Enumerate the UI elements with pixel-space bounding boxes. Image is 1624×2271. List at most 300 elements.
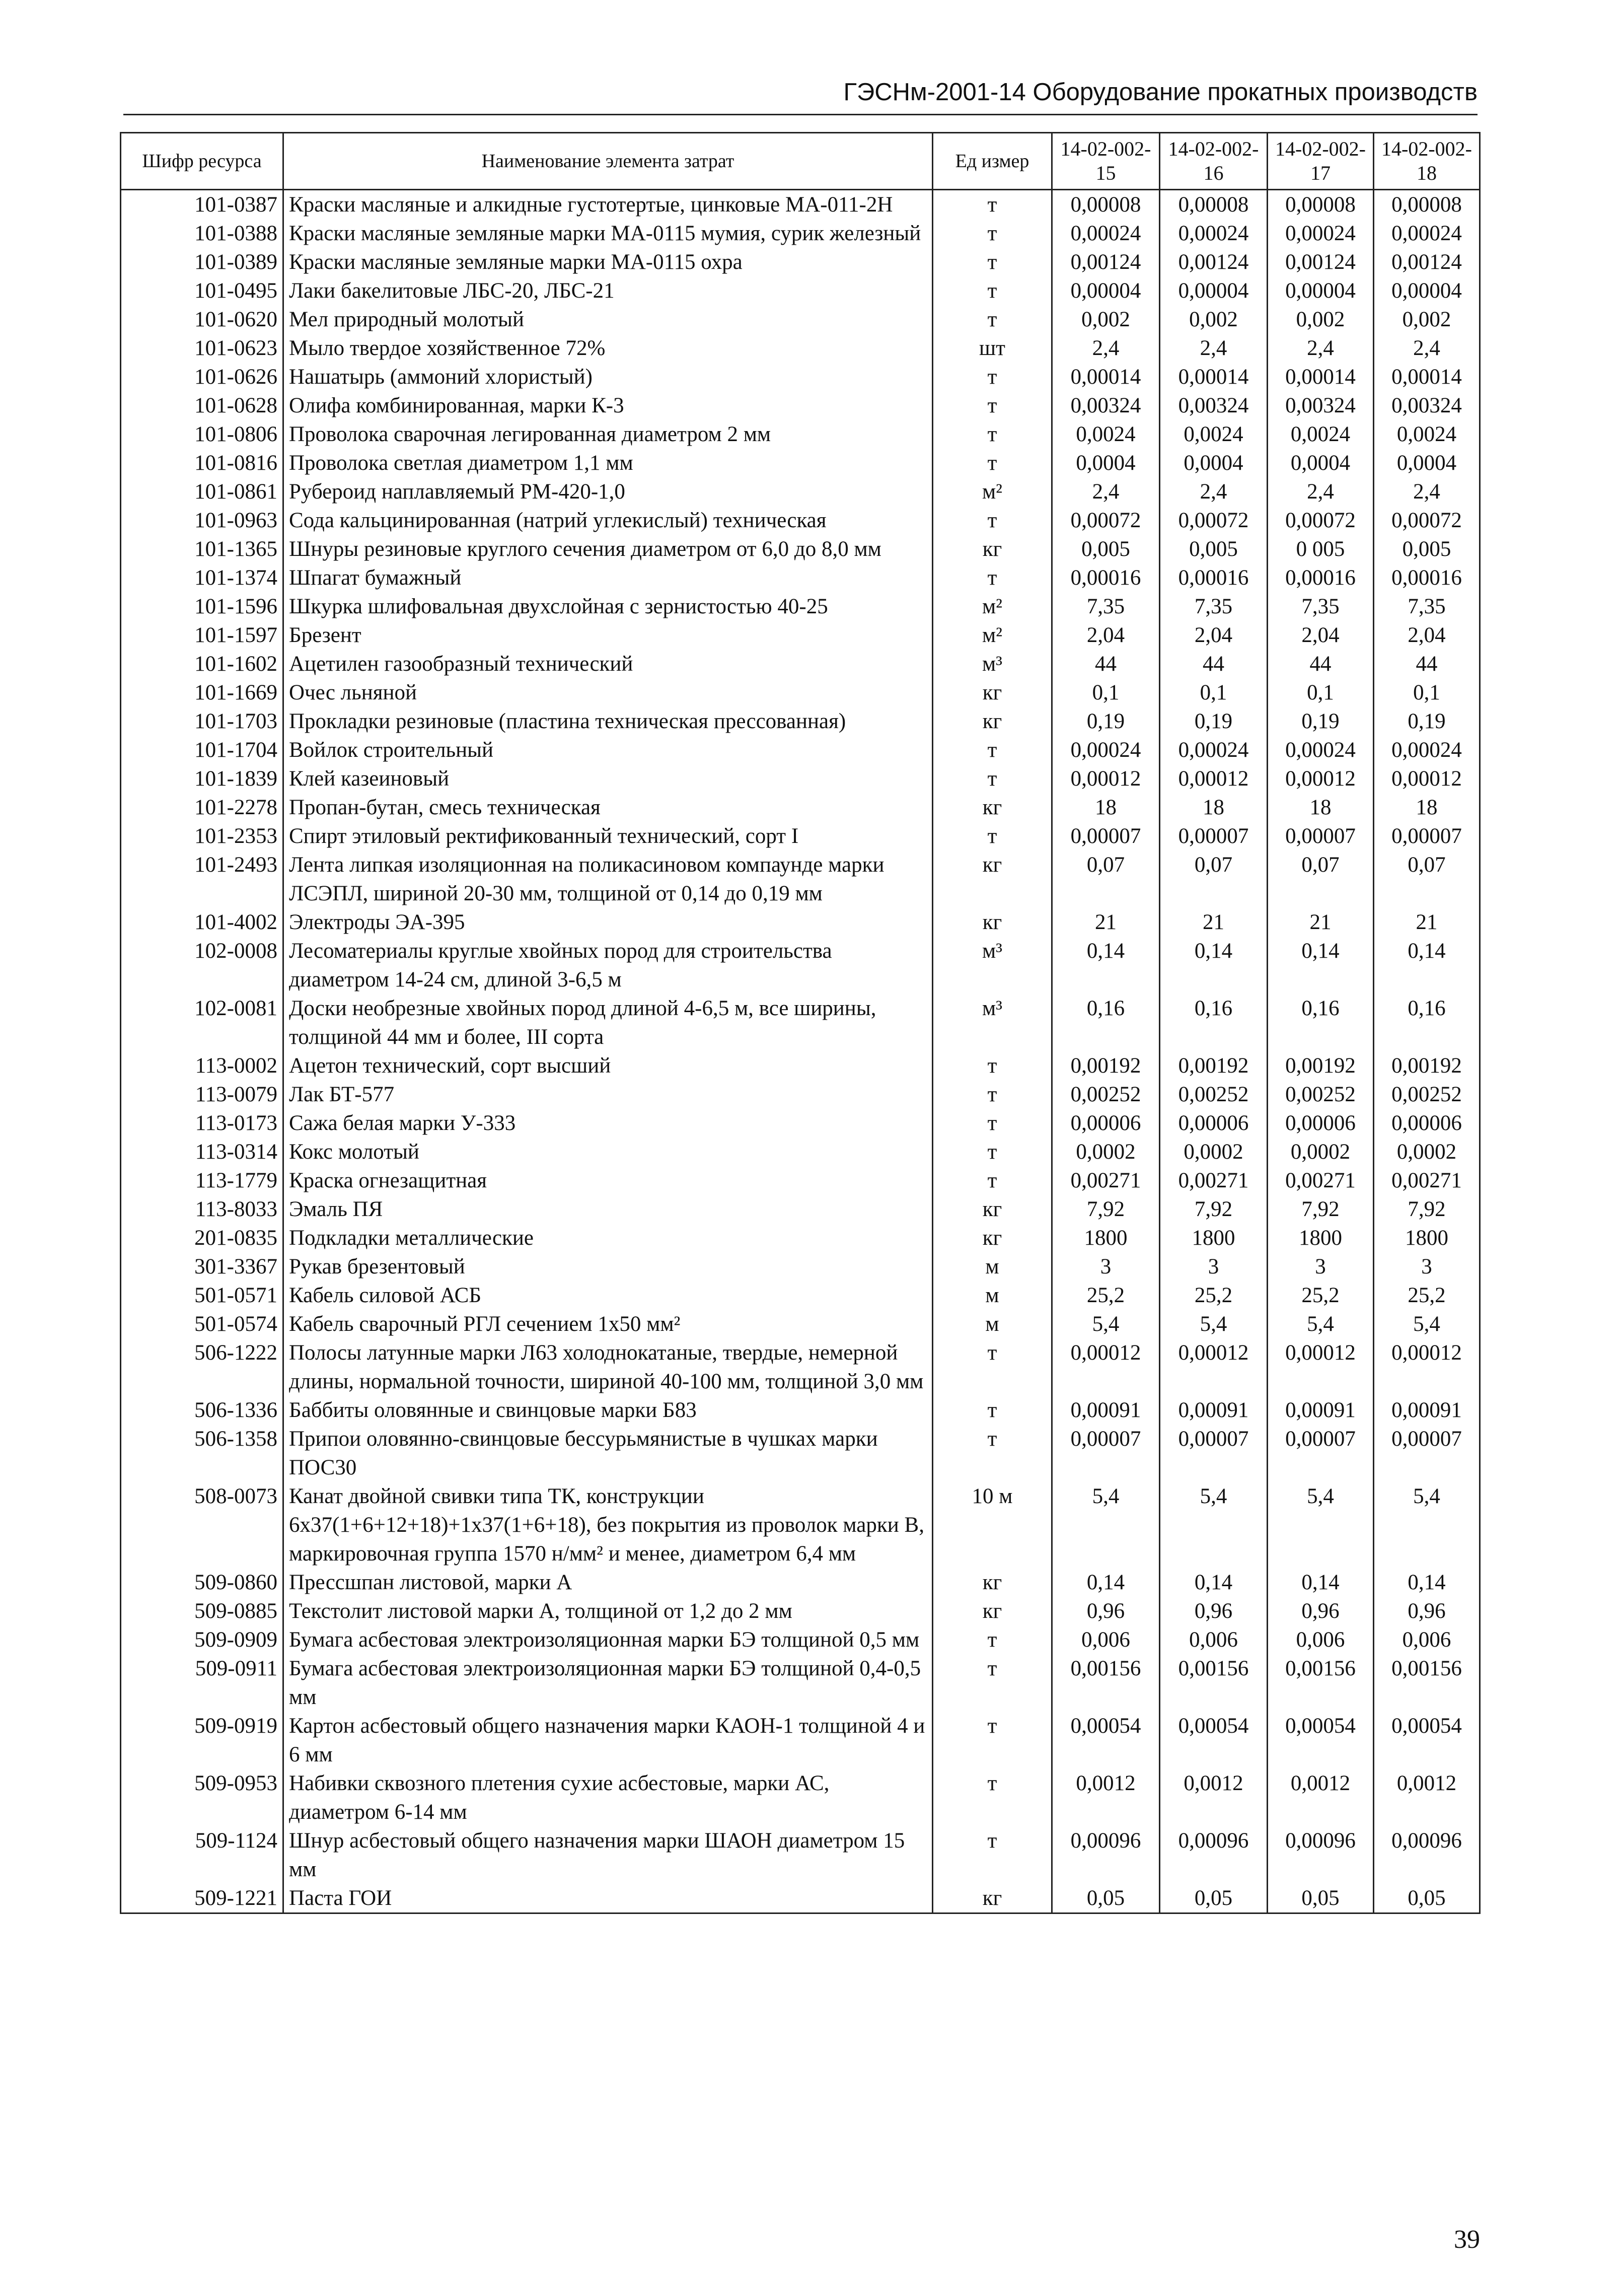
- value-14-02-002-17: 44: [1268, 650, 1374, 678]
- resource-name: Краска огнезащитная: [283, 1166, 933, 1195]
- table-row: [121, 1109, 1480, 1138]
- value-14-02-002-17: 0,00007: [1268, 822, 1374, 850]
- resource-code: 101-0620: [121, 305, 283, 334]
- value-14-02-002-18: 0,00014: [1374, 363, 1480, 391]
- value-14-02-002-16: 21: [1160, 908, 1268, 937]
- value-14-02-002-16: 0,00007: [1160, 822, 1268, 850]
- value-14-02-002-16: 0,00192: [1160, 1051, 1268, 1080]
- value-14-02-002-15: 44: [1052, 650, 1160, 678]
- value-14-02-002-18: 0,00324: [1374, 391, 1480, 420]
- value-14-02-002-16: 7,92: [1160, 1195, 1268, 1224]
- value-14-02-002-18: 0,14: [1374, 937, 1480, 994]
- table-row: [121, 1338, 1480, 1396]
- resource-code: 501-0574: [121, 1310, 283, 1338]
- value-14-02-002-17: 2,4: [1268, 477, 1374, 506]
- unit-of-measure: м: [933, 1310, 1052, 1338]
- unit-of-measure: т: [933, 420, 1052, 449]
- value-14-02-002-17: 2,04: [1268, 621, 1374, 650]
- table-row: [121, 621, 1480, 650]
- value-14-02-002-16: 0,14: [1160, 1568, 1268, 1597]
- value-14-02-002-18: 2,04: [1374, 621, 1480, 650]
- unit-of-measure: т: [933, 190, 1052, 220]
- unit-of-measure: т: [933, 822, 1052, 850]
- resource-code: 509-0911: [121, 1654, 283, 1712]
- table-row: [121, 305, 1480, 334]
- unit-of-measure: м²: [933, 592, 1052, 621]
- table-row: [121, 276, 1480, 305]
- resource-name: Бумага асбестовая электроизоляционная марки БЭ толщиной 0,5 мм: [283, 1625, 933, 1654]
- resource-code: 101-0963: [121, 506, 283, 535]
- value-14-02-002-17: 0,00008: [1268, 190, 1374, 220]
- unit-of-measure: кг: [933, 1884, 1052, 1913]
- resource-code: 101-1597: [121, 621, 283, 650]
- value-14-02-002-15: 0,00156: [1052, 1654, 1160, 1712]
- value-14-02-002-16: 0,1: [1160, 678, 1268, 707]
- table-row: [121, 1826, 1480, 1884]
- value-14-02-002-16: 0,002: [1160, 305, 1268, 334]
- resource-name: Доски необрезные хвойных пород длиной 4-6,5 м, все ширины, толщиной 44 мм и более, III сорта: [283, 994, 933, 1051]
- resource-code: 101-0495: [121, 276, 283, 305]
- resource-table: [120, 132, 1481, 1914]
- resource-name: Припои оловянно-свинцовые бессурьмянистые в чушках марки ПОС30: [283, 1425, 933, 1482]
- value-14-02-002-16: 0,006: [1160, 1625, 1268, 1654]
- unit-of-measure: т: [933, 1396, 1052, 1425]
- table-row: [121, 449, 1480, 477]
- value-14-02-002-18: 0,00156: [1374, 1654, 1480, 1712]
- table-row: [121, 248, 1480, 276]
- value-14-02-002-16: 0,00014: [1160, 363, 1268, 391]
- value-14-02-002-18: 0,0012: [1374, 1769, 1480, 1826]
- value-14-02-002-17: 0,00007: [1268, 1425, 1374, 1482]
- unit-of-measure: кг: [933, 535, 1052, 563]
- resource-name: Подкладки металлические: [283, 1224, 933, 1252]
- value-14-02-002-15: 18: [1052, 793, 1160, 822]
- resource-code: 101-1596: [121, 592, 283, 621]
- value-14-02-002-15: 0,00012: [1052, 764, 1160, 793]
- value-14-02-002-17: 25,2: [1268, 1281, 1374, 1310]
- table-row: [121, 1252, 1480, 1281]
- value-14-02-002-15: 0,14: [1052, 937, 1160, 994]
- table-row: [121, 1080, 1480, 1109]
- value-14-02-002-15: 0,00004: [1052, 276, 1160, 305]
- resource-code: 102-0008: [121, 937, 283, 994]
- table-header-row: [121, 133, 1480, 190]
- resource-name: Шкурка шлифовальная двухслойная с зернистостью 40-25: [283, 592, 933, 621]
- page-header: [123, 70, 1478, 115]
- unit-of-measure: т: [933, 391, 1052, 420]
- resource-code: 508-0073: [121, 1482, 283, 1568]
- value-14-02-002-16: 2,4: [1160, 477, 1268, 506]
- value-14-02-002-15: 25,2: [1052, 1281, 1160, 1310]
- resource-code: 101-1365: [121, 535, 283, 563]
- value-14-02-002-18: 0,1: [1374, 678, 1480, 707]
- value-14-02-002-18: 0,00096: [1374, 1826, 1480, 1884]
- table-row: [121, 1281, 1480, 1310]
- value-14-02-002-18: 0,19: [1374, 707, 1480, 736]
- resource-name: Сажа белая марки У-333: [283, 1109, 933, 1138]
- value-14-02-002-18: 0,006: [1374, 1625, 1480, 1654]
- resource-code: 506-1222: [121, 1338, 283, 1396]
- value-14-02-002-18: 0,14: [1374, 1568, 1480, 1597]
- resource-name: Ацетилен газообразный технический: [283, 650, 933, 678]
- value-14-02-002-16: 7,35: [1160, 592, 1268, 621]
- value-14-02-002-17: 0,07: [1268, 850, 1374, 908]
- resource-name: Текстолит листовой марки А, толщиной от 1,2 до 2 мм: [283, 1597, 933, 1625]
- resource-name: Мыло твердое хозяйственное 72%: [283, 334, 933, 363]
- resource-code: 101-1704: [121, 736, 283, 764]
- value-14-02-002-17: 0,00091: [1268, 1396, 1374, 1425]
- value-14-02-002-16: 0,19: [1160, 707, 1268, 736]
- value-14-02-002-17: 0,00054: [1268, 1712, 1374, 1769]
- value-14-02-002-15: 0,14: [1052, 1568, 1160, 1597]
- value-14-02-002-15: 0,1: [1052, 678, 1160, 707]
- value-14-02-002-16: 0,96: [1160, 1597, 1268, 1625]
- column-header: 14-02-002-18: [1374, 133, 1480, 190]
- resource-name: Краски масляные и алкидные густотертые, цинковые МА-011-2Н: [283, 190, 933, 220]
- unit-of-measure: кг: [933, 678, 1052, 707]
- value-14-02-002-17: 0,00072: [1268, 506, 1374, 535]
- value-14-02-002-17: 0,05: [1268, 1884, 1374, 1913]
- column-header: 14-02-002-15: [1052, 133, 1160, 190]
- value-14-02-002-18: 0,00007: [1374, 1425, 1480, 1482]
- unit-of-measure: кг: [933, 1568, 1052, 1597]
- value-14-02-002-17: 7,92: [1268, 1195, 1374, 1224]
- value-14-02-002-16: 0,00091: [1160, 1396, 1268, 1425]
- value-14-02-002-17: 0,00024: [1268, 736, 1374, 764]
- value-14-02-002-18: 0,00192: [1374, 1051, 1480, 1080]
- value-14-02-002-18: 0,05: [1374, 1884, 1480, 1913]
- value-14-02-002-16: 2,04: [1160, 621, 1268, 650]
- value-14-02-002-16: 3: [1160, 1252, 1268, 1281]
- resource-name: Электроды ЭА-395: [283, 908, 933, 937]
- resource-name: Рубероид наплавляемый РМ-420-1,0: [283, 477, 933, 506]
- value-14-02-002-15: 0,16: [1052, 994, 1160, 1051]
- value-14-02-002-15: 0,0024: [1052, 420, 1160, 449]
- resource-name: Войлок строительный: [283, 736, 933, 764]
- resource-code: 101-2353: [121, 822, 283, 850]
- value-14-02-002-15: 21: [1052, 908, 1160, 937]
- value-14-02-002-18: 0,00024: [1374, 736, 1480, 764]
- unit-of-measure: т: [933, 1425, 1052, 1482]
- resource-code: 101-0816: [121, 449, 283, 477]
- table-row: [121, 850, 1480, 908]
- value-14-02-002-16: 0,16: [1160, 994, 1268, 1051]
- value-14-02-002-18: 7,92: [1374, 1195, 1480, 1224]
- value-14-02-002-18: 21: [1374, 908, 1480, 937]
- value-14-02-002-15: 0,00252: [1052, 1080, 1160, 1109]
- unit-of-measure: т: [933, 1826, 1052, 1884]
- resource-code: 113-0079: [121, 1080, 283, 1109]
- value-14-02-002-15: 0,00006: [1052, 1109, 1160, 1138]
- value-14-02-002-15: 0,0002: [1052, 1138, 1160, 1166]
- value-14-02-002-15: 0,00124: [1052, 248, 1160, 276]
- resource-code: 506-1358: [121, 1425, 283, 1482]
- resource-name: Спирт этиловый ректификованный технический, сорт I: [283, 822, 933, 850]
- value-14-02-002-18: 0,002: [1374, 305, 1480, 334]
- value-14-02-002-17: 5,4: [1268, 1310, 1374, 1338]
- value-14-02-002-16: 44: [1160, 650, 1268, 678]
- resource-name: Мел природный молотый: [283, 305, 933, 334]
- unit-of-measure: м²: [933, 621, 1052, 650]
- value-14-02-002-15: 0,002: [1052, 305, 1160, 334]
- value-14-02-002-16: 0,00004: [1160, 276, 1268, 305]
- resource-name: Рукав брезентовый: [283, 1252, 933, 1281]
- value-14-02-002-15: 5,4: [1052, 1310, 1160, 1338]
- table-row: [121, 1396, 1480, 1425]
- value-14-02-002-15: 0,005: [1052, 535, 1160, 563]
- value-14-02-002-15: 7,92: [1052, 1195, 1160, 1224]
- value-14-02-002-17: 0,002: [1268, 305, 1374, 334]
- resource-name: Брезент: [283, 621, 933, 650]
- value-14-02-002-16: 0,00156: [1160, 1654, 1268, 1712]
- value-14-02-002-16: 0,00016: [1160, 563, 1268, 592]
- value-14-02-002-17: 18: [1268, 793, 1374, 822]
- value-14-02-002-15: 5,4: [1052, 1482, 1160, 1568]
- value-14-02-002-15: 0,00054: [1052, 1712, 1160, 1769]
- column-header: 14-02-002-16: [1160, 133, 1268, 190]
- resource-name: Канат двойной свивки типа ТК, конструкции 6х37(1+6+12+18)+1х37(1+6+18), без покрытия из проволок марки В, маркировочная группа 1570 н/мм² и менее, диаметром 6,4 мм: [283, 1482, 933, 1568]
- value-14-02-002-16: 0,0012: [1160, 1769, 1268, 1826]
- resource-name: Полосы латунные марки Л63 холоднокатаные, твердые, немерной длины, нормальной точности, шириной 40-100 мм, толщиной 3,0 мм: [283, 1338, 933, 1396]
- resource-code: 101-0387: [121, 190, 283, 220]
- resource-name: Ацетон технический, сорт высший: [283, 1051, 933, 1080]
- table-row: [121, 391, 1480, 420]
- value-14-02-002-17: 0,00192: [1268, 1051, 1374, 1080]
- resource-name: Краски масляные земляные марки МА-0115 мумия, сурик железный: [283, 219, 933, 248]
- value-14-02-002-17: 0,00096: [1268, 1826, 1374, 1884]
- unit-of-measure: т: [933, 1051, 1052, 1080]
- resource-name: Шнур асбестовый общего назначения марки ШАОН диаметром 15 мм: [283, 1826, 933, 1884]
- resource-name: Кокс молотый: [283, 1138, 933, 1166]
- value-14-02-002-16: 0,00124: [1160, 248, 1268, 276]
- value-14-02-002-16: 0,00324: [1160, 391, 1268, 420]
- value-14-02-002-17: 3: [1268, 1252, 1374, 1281]
- value-14-02-002-18: 0,00006: [1374, 1109, 1480, 1138]
- table-row: [121, 334, 1480, 363]
- resource-name: Лента липкая изоляционная на поликасиновом компаунде марки ЛСЭПЛ, шириной 20-30 мм, толщиной от 0,14 до 0,19 мм: [283, 850, 933, 908]
- value-14-02-002-17: 0 005: [1268, 535, 1374, 563]
- table-row: [121, 650, 1480, 678]
- value-14-02-002-15: 0,00324: [1052, 391, 1160, 420]
- value-14-02-002-17: 0,00324: [1268, 391, 1374, 420]
- resource-code: 509-0909: [121, 1625, 283, 1654]
- resource-code: 113-0314: [121, 1138, 283, 1166]
- resource-name: Краски масляные земляные марки МА-0115 охра: [283, 248, 933, 276]
- unit-of-measure: т: [933, 506, 1052, 535]
- value-14-02-002-17: 0,00006: [1268, 1109, 1374, 1138]
- value-14-02-002-15: 0,00192: [1052, 1051, 1160, 1080]
- unit-of-measure: м³: [933, 994, 1052, 1051]
- value-14-02-002-16: 5,4: [1160, 1482, 1268, 1568]
- value-14-02-002-18: 0,00008: [1374, 190, 1480, 220]
- value-14-02-002-17: 0,00014: [1268, 363, 1374, 391]
- value-14-02-002-17: 2,4: [1268, 334, 1374, 363]
- table-row: [121, 477, 1480, 506]
- resource-code: 509-0953: [121, 1769, 283, 1826]
- table-row: [121, 1425, 1480, 1482]
- value-14-02-002-18: 0,00004: [1374, 276, 1480, 305]
- value-14-02-002-17: 0,19: [1268, 707, 1374, 736]
- unit-of-measure: т: [933, 736, 1052, 764]
- unit-of-measure: т: [933, 1625, 1052, 1654]
- resource-code: 101-0861: [121, 477, 283, 506]
- resource-name: Сода кальцинированная (натрий углекислый) техническая: [283, 506, 933, 535]
- unit-of-measure: т: [933, 1338, 1052, 1396]
- value-14-02-002-16: 0,14: [1160, 937, 1268, 994]
- value-14-02-002-18: 0,00124: [1374, 248, 1480, 276]
- value-14-02-002-18: 0,00252: [1374, 1080, 1480, 1109]
- resource-code: 301-3367: [121, 1252, 283, 1281]
- value-14-02-002-18: 0,00054: [1374, 1712, 1480, 1769]
- resource-code: 101-0806: [121, 420, 283, 449]
- page-number: 39: [1454, 2225, 1480, 2254]
- value-14-02-002-15: 0,96: [1052, 1597, 1160, 1625]
- unit-of-measure: т: [933, 1080, 1052, 1109]
- unit-of-measure: кг: [933, 1597, 1052, 1625]
- value-14-02-002-16: 0,00012: [1160, 1338, 1268, 1396]
- value-14-02-002-15: 7,35: [1052, 592, 1160, 621]
- resource-code: 101-1839: [121, 764, 283, 793]
- resource-name: Кабель силовой АСБ: [283, 1281, 933, 1310]
- table-row: [121, 707, 1480, 736]
- unit-of-measure: т: [933, 764, 1052, 793]
- resource-code: 102-0081: [121, 994, 283, 1051]
- value-14-02-002-15: 0,00008: [1052, 190, 1160, 220]
- resource-code: 509-0860: [121, 1568, 283, 1597]
- value-14-02-002-15: 0,00024: [1052, 736, 1160, 764]
- resource-name: Баббиты оловянные и свинцовые марки Б83: [283, 1396, 933, 1425]
- value-14-02-002-18: 0,16: [1374, 994, 1480, 1051]
- resource-code: 201-0835: [121, 1224, 283, 1252]
- table-row: [121, 1195, 1480, 1224]
- table-row: [121, 1138, 1480, 1166]
- resource-code: 101-0626: [121, 363, 283, 391]
- resource-name: Кабель сварочный РГЛ сечением 1х50 мм²: [283, 1310, 933, 1338]
- value-14-02-002-17: 0,00124: [1268, 248, 1374, 276]
- table-row: [121, 1568, 1480, 1597]
- value-14-02-002-16: 0,005: [1160, 535, 1268, 563]
- unit-of-measure: м³: [933, 937, 1052, 994]
- value-14-02-002-15: 0,00024: [1052, 219, 1160, 248]
- resource-code: 101-1374: [121, 563, 283, 592]
- resource-name: Олифа комбинированная, марки К-3: [283, 391, 933, 420]
- unit-of-measure: кг: [933, 908, 1052, 937]
- value-14-02-002-17: 0,00012: [1268, 764, 1374, 793]
- resource-name: Проволока светлая диаметром 1,1 мм: [283, 449, 933, 477]
- unit-of-measure: т: [933, 219, 1052, 248]
- resource-name: Лаки бакелитовые ЛБС-20, ЛБС-21: [283, 276, 933, 305]
- table-row: [121, 535, 1480, 563]
- value-14-02-002-18: 3: [1374, 1252, 1480, 1281]
- value-14-02-002-15: 0,00012: [1052, 1338, 1160, 1396]
- resource-name: Нашатырь (аммоний хлористый): [283, 363, 933, 391]
- table-row: [121, 908, 1480, 937]
- table-row: [121, 1310, 1480, 1338]
- value-14-02-002-16: 0,00024: [1160, 219, 1268, 248]
- value-14-02-002-17: 0,0012: [1268, 1769, 1374, 1826]
- table-row: [121, 1482, 1480, 1568]
- unit-of-measure: кг: [933, 1224, 1052, 1252]
- column-header: Шифр ресурса: [121, 133, 283, 190]
- value-14-02-002-16: 0,00252: [1160, 1080, 1268, 1109]
- value-14-02-002-16: 0,00007: [1160, 1425, 1268, 1482]
- value-14-02-002-18: 0,0024: [1374, 420, 1480, 449]
- unit-of-measure: т: [933, 1712, 1052, 1769]
- value-14-02-002-18: 0,07: [1374, 850, 1480, 908]
- resource-name: Шпагат бумажный: [283, 563, 933, 592]
- value-14-02-002-16: 0,0002: [1160, 1138, 1268, 1166]
- unit-of-measure: т: [933, 1769, 1052, 1826]
- value-14-02-002-16: 0,00072: [1160, 506, 1268, 535]
- value-14-02-002-16: 0,00024: [1160, 736, 1268, 764]
- value-14-02-002-15: 0,006: [1052, 1625, 1160, 1654]
- table-row: [121, 937, 1480, 994]
- value-14-02-002-17: 0,00024: [1268, 219, 1374, 248]
- resource-name: Бумага асбестовая электроизоляционная марки БЭ толщиной 0,4-0,5 мм: [283, 1654, 933, 1712]
- resource-code: 101-0389: [121, 248, 283, 276]
- table-row: [121, 793, 1480, 822]
- resource-name: Набивки сквозного плетения сухие асбестовые, марки АС, диаметром 6-14 мм: [283, 1769, 933, 1826]
- table-row: [121, 678, 1480, 707]
- table-row: [121, 1224, 1480, 1252]
- unit-of-measure: т: [933, 305, 1052, 334]
- table-body: [121, 190, 1480, 1913]
- value-14-02-002-17: 0,00252: [1268, 1080, 1374, 1109]
- value-14-02-002-16: 2,4: [1160, 334, 1268, 363]
- value-14-02-002-18: 0,00024: [1374, 219, 1480, 248]
- table-row: [121, 190, 1480, 220]
- value-14-02-002-15: 0,0004: [1052, 449, 1160, 477]
- resource-code: 113-1779: [121, 1166, 283, 1195]
- unit-of-measure: м: [933, 1281, 1052, 1310]
- column-header: Наименование элемента затрат: [283, 133, 933, 190]
- value-14-02-002-15: 0,00096: [1052, 1826, 1160, 1884]
- value-14-02-002-18: 0,00072: [1374, 506, 1480, 535]
- value-14-02-002-16: 0,00006: [1160, 1109, 1268, 1138]
- table-row: [121, 994, 1480, 1051]
- unit-of-measure: 10 м: [933, 1482, 1052, 1568]
- resource-code: 509-1221: [121, 1884, 283, 1913]
- unit-of-measure: т: [933, 1138, 1052, 1166]
- value-14-02-002-17: 0,00156: [1268, 1654, 1374, 1712]
- table-row: [121, 363, 1480, 391]
- table-row: [121, 592, 1480, 621]
- resource-code: 113-0173: [121, 1109, 283, 1138]
- value-14-02-002-18: 2,4: [1374, 334, 1480, 363]
- table-row: [121, 1597, 1480, 1625]
- resource-code: 101-2493: [121, 850, 283, 908]
- value-14-02-002-17: 0,14: [1268, 937, 1374, 994]
- resource-name: Шнуры резиновые круглого сечения диаметром от 6,0 до 8,0 мм: [283, 535, 933, 563]
- unit-of-measure: т: [933, 363, 1052, 391]
- value-14-02-002-15: 0,00016: [1052, 563, 1160, 592]
- unit-of-measure: м³: [933, 650, 1052, 678]
- value-14-02-002-15: 0,19: [1052, 707, 1160, 736]
- column-header: Ед измер: [933, 133, 1052, 190]
- value-14-02-002-15: 2,4: [1052, 477, 1160, 506]
- table-row: [121, 1654, 1480, 1712]
- value-14-02-002-16: 0,07: [1160, 850, 1268, 908]
- value-14-02-002-16: 0,0024: [1160, 420, 1268, 449]
- table-row: [121, 1712, 1480, 1769]
- value-14-02-002-15: 0,0012: [1052, 1769, 1160, 1826]
- resource-name: Очес льняной: [283, 678, 933, 707]
- value-14-02-002-16: 0,00008: [1160, 190, 1268, 220]
- table-row: [121, 420, 1480, 449]
- value-14-02-002-18: 0,00091: [1374, 1396, 1480, 1425]
- value-14-02-002-18: 25,2: [1374, 1281, 1480, 1310]
- resource-code: 101-2278: [121, 793, 283, 822]
